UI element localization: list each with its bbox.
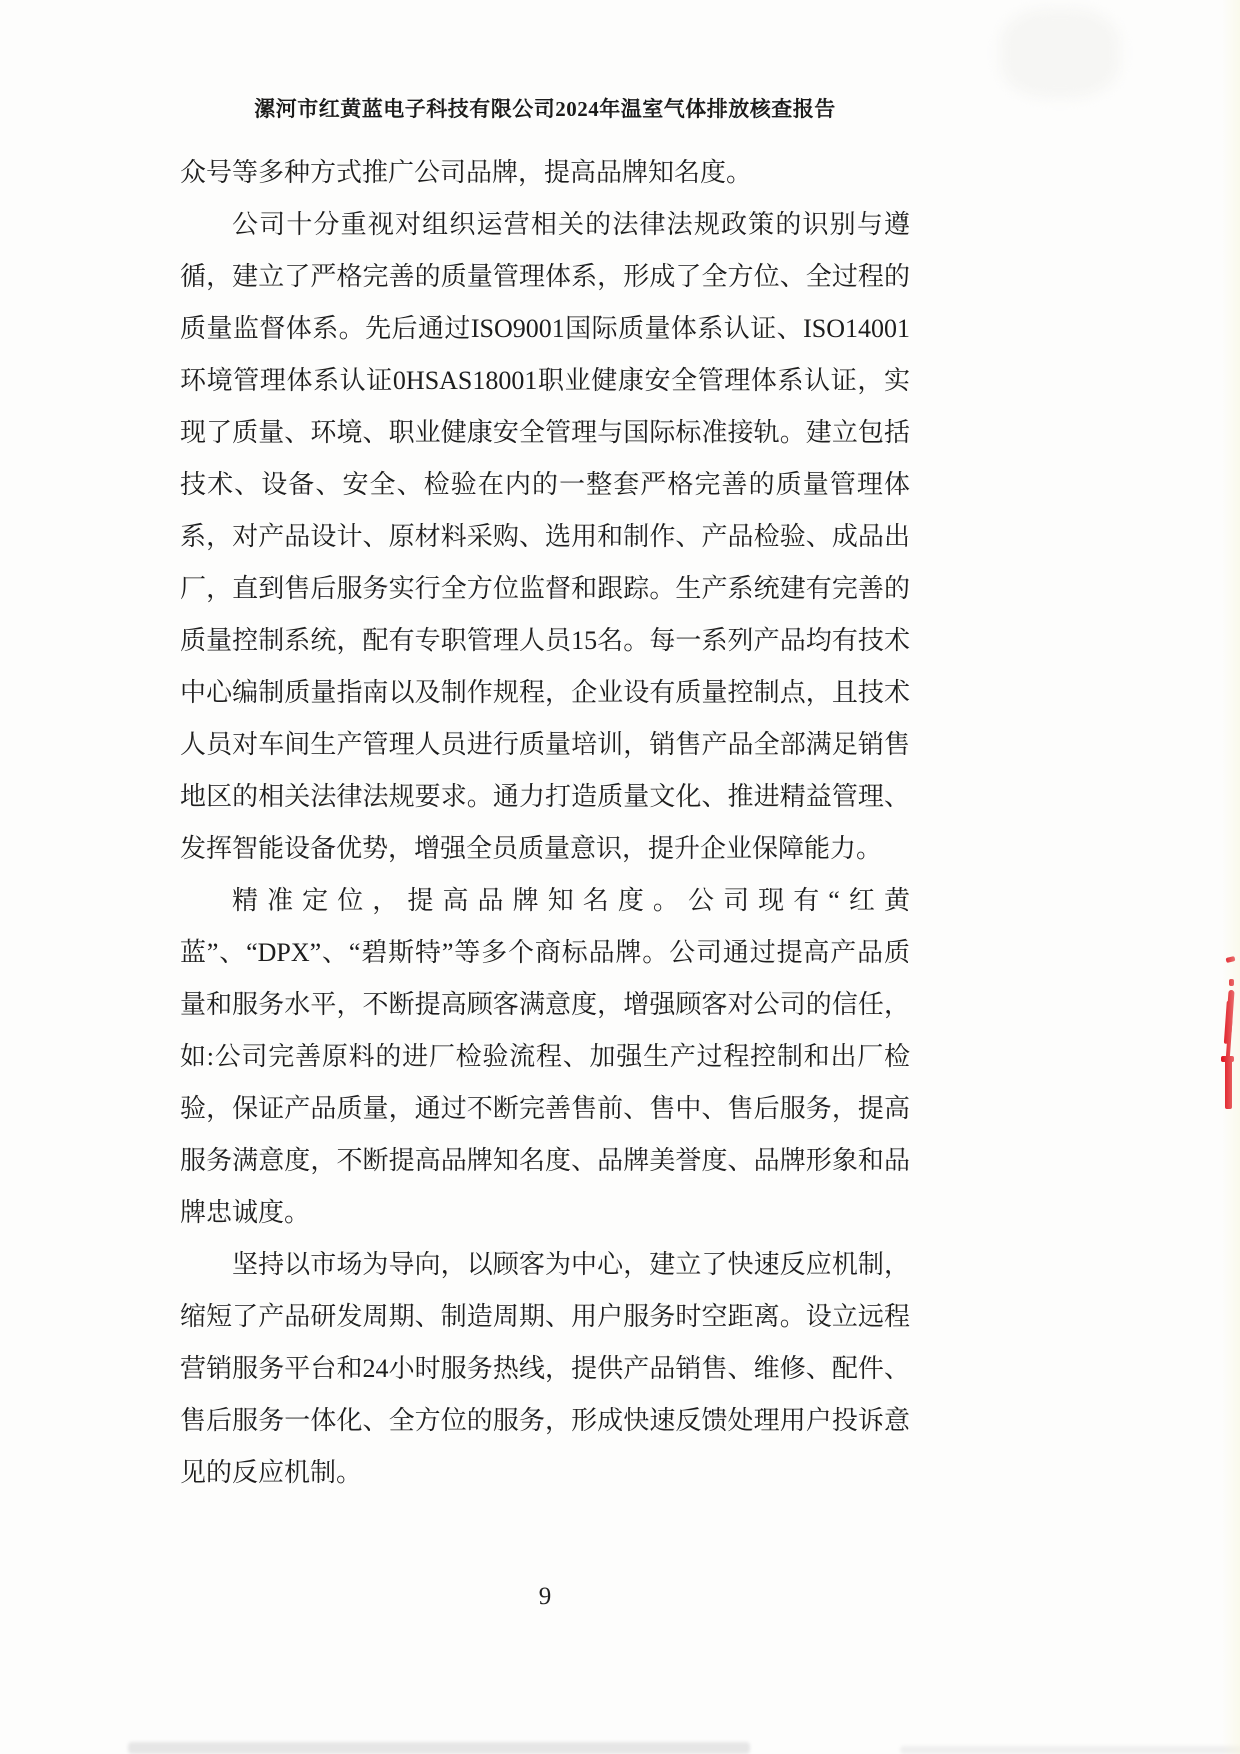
red-pen-mark-bar	[1225, 1058, 1232, 1109]
scan-smudge-top-right	[1000, 8, 1120, 98]
paragraph-continuation: 众号等多种方式推广公司品牌，提高品牌知名度。	[180, 158, 753, 187]
page-number: 9	[538, 1583, 552, 1610]
report-header-title: 漯河市红黄蓝电子科技有限公司2024年温室气体排放核查报告	[254, 97, 836, 121]
red-pen-mark-bar-cap	[1221, 1056, 1234, 1062]
paragraph-market-orientation: 坚持以市场为导向，以顾客为中心，建立了快速反应机制，缩短了产品研发周期、制造周期、用户服务时空距离。设立远程营销服务平台和24小时服务热线，提供产品销售、维修、配件、售后服务一体化、全方位的服务，形成快速反馈处理用户投诉意见的反应机制。	[180, 1250, 910, 1487]
document-body	[180, 147, 910, 1499]
paragraph-quality-system: 公司十分重视对组织运营相关的法律法规政策的识别与遵循，建立了严格完善的质量管理体系，形成了全方位、全过程的质量监督体系。先后通过ISO9001国际质量体系认证、ISO14001环境管理体系认证0HSAS18001职业健康安全管理体系认证，实现了质量、环境、职业健康安全管理与国际标准接轨。建立包括技术、设备、安全、检验在内的一整套严格完善的质量管理体系，对产品设计、原材料采购、选用和制作、产品检验、成品出厂，直到售后服务实行全方位监督和跟踪。生产系统建有完善的质量控制系统，配有专职管理人员15名。每一系列产品均有技术中心编制质量指南以及制作规程，企业设有质量控制点，且技术人员对车间生产管理人员进行质量培训，销售产品全部满足销售地区的相关法律法规要求。通力打造质量文化、推进精益管理、发挥智能设备优势，增强全员质量意识，提升企业保障能力。	[180, 210, 910, 863]
scan-smudge-bottom-left	[128, 1742, 750, 1754]
red-pen-mark-squiggle	[1225, 990, 1234, 1035]
red-pen-mark-dot	[1229, 979, 1234, 986]
red-pen-mark-dash	[1226, 956, 1236, 963]
paragraph-brand-positioning: 精准定位，提高品牌知名度。公司现有“红黄蓝”、“DPX”、“碧斯特”等多个商标品牌。公司通过提高产品质量和服务水平，不断提高顾客满意度，增强顾客对公司的信任，如:公司完善原料的进厂检验流程、加强生产过程控制和出厂检验，保证产品质量，通过不断完善售前、售中、售后服务，提高服务满意度，不断提高品牌知名度、品牌美誉度、品牌形象和品牌忠诚度。	[180, 886, 910, 1227]
scan-smudge-bottom-right	[900, 1746, 1240, 1754]
